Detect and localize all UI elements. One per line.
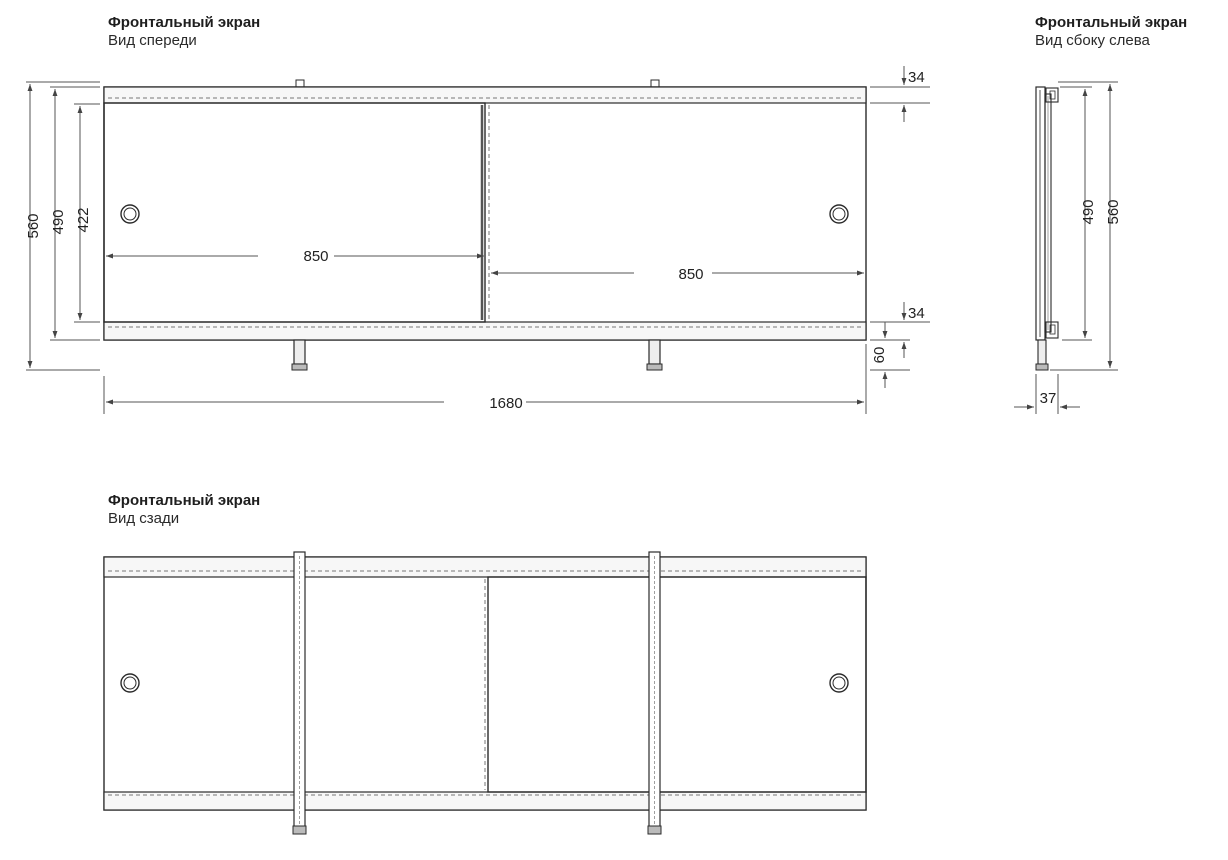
front-top-rail: [104, 87, 866, 103]
front-view-title: Фронтальный экран: [108, 14, 261, 31]
front-bottom-rail: [104, 322, 866, 340]
front-leg-left: [294, 340, 305, 364]
back-top-rail: [104, 557, 866, 577]
dim-front-top-rail: 34: [908, 69, 925, 86]
back-view-title: Фронтальный экран: [108, 492, 261, 509]
dim-side-panel-height: 490: [1080, 199, 1097, 225]
front-dimension-labels: [25, 69, 925, 412]
side-view-drawing: [1036, 87, 1058, 370]
side-view-subtitle: Вид сбоку слева: [1035, 32, 1150, 49]
back-right-panel: [488, 577, 866, 792]
side-leg: [1038, 340, 1046, 364]
front-leg-right: [649, 340, 660, 364]
front-view-drawing: [104, 80, 866, 370]
dim-side-depth: 37: [1039, 390, 1057, 407]
dim-front-bottom-rail: 34: [908, 305, 925, 322]
front-top-bracket-left: [296, 80, 304, 87]
side-panel-body: [1036, 87, 1045, 340]
front-view-subtitle: Вид спереди: [108, 32, 197, 49]
dim-front-right-width: 850: [678, 266, 704, 283]
back-bottom-rail: [104, 792, 866, 810]
dim-front-panel-height: 490: [50, 209, 67, 235]
dim-front-left-width: 850: [303, 248, 329, 265]
back-view-subtitle: Вид сзади: [108, 510, 180, 527]
side-view-title: Фронтальный экран: [1035, 14, 1188, 31]
side-dimensions: [1014, 82, 1118, 414]
dim-front-inner-height: 422: [75, 207, 92, 233]
back-view-drawing: [104, 552, 866, 834]
dim-side-total-height: 560: [1105, 199, 1122, 225]
front-dimensions: [26, 66, 930, 414]
dim-front-total-height: 560: [25, 213, 42, 239]
front-top-bracket-right: [651, 80, 659, 87]
front-left-panel: [104, 103, 485, 322]
dim-front-leg-height: 60: [871, 346, 888, 364]
dim-front-total-width: 1680: [489, 395, 523, 412]
